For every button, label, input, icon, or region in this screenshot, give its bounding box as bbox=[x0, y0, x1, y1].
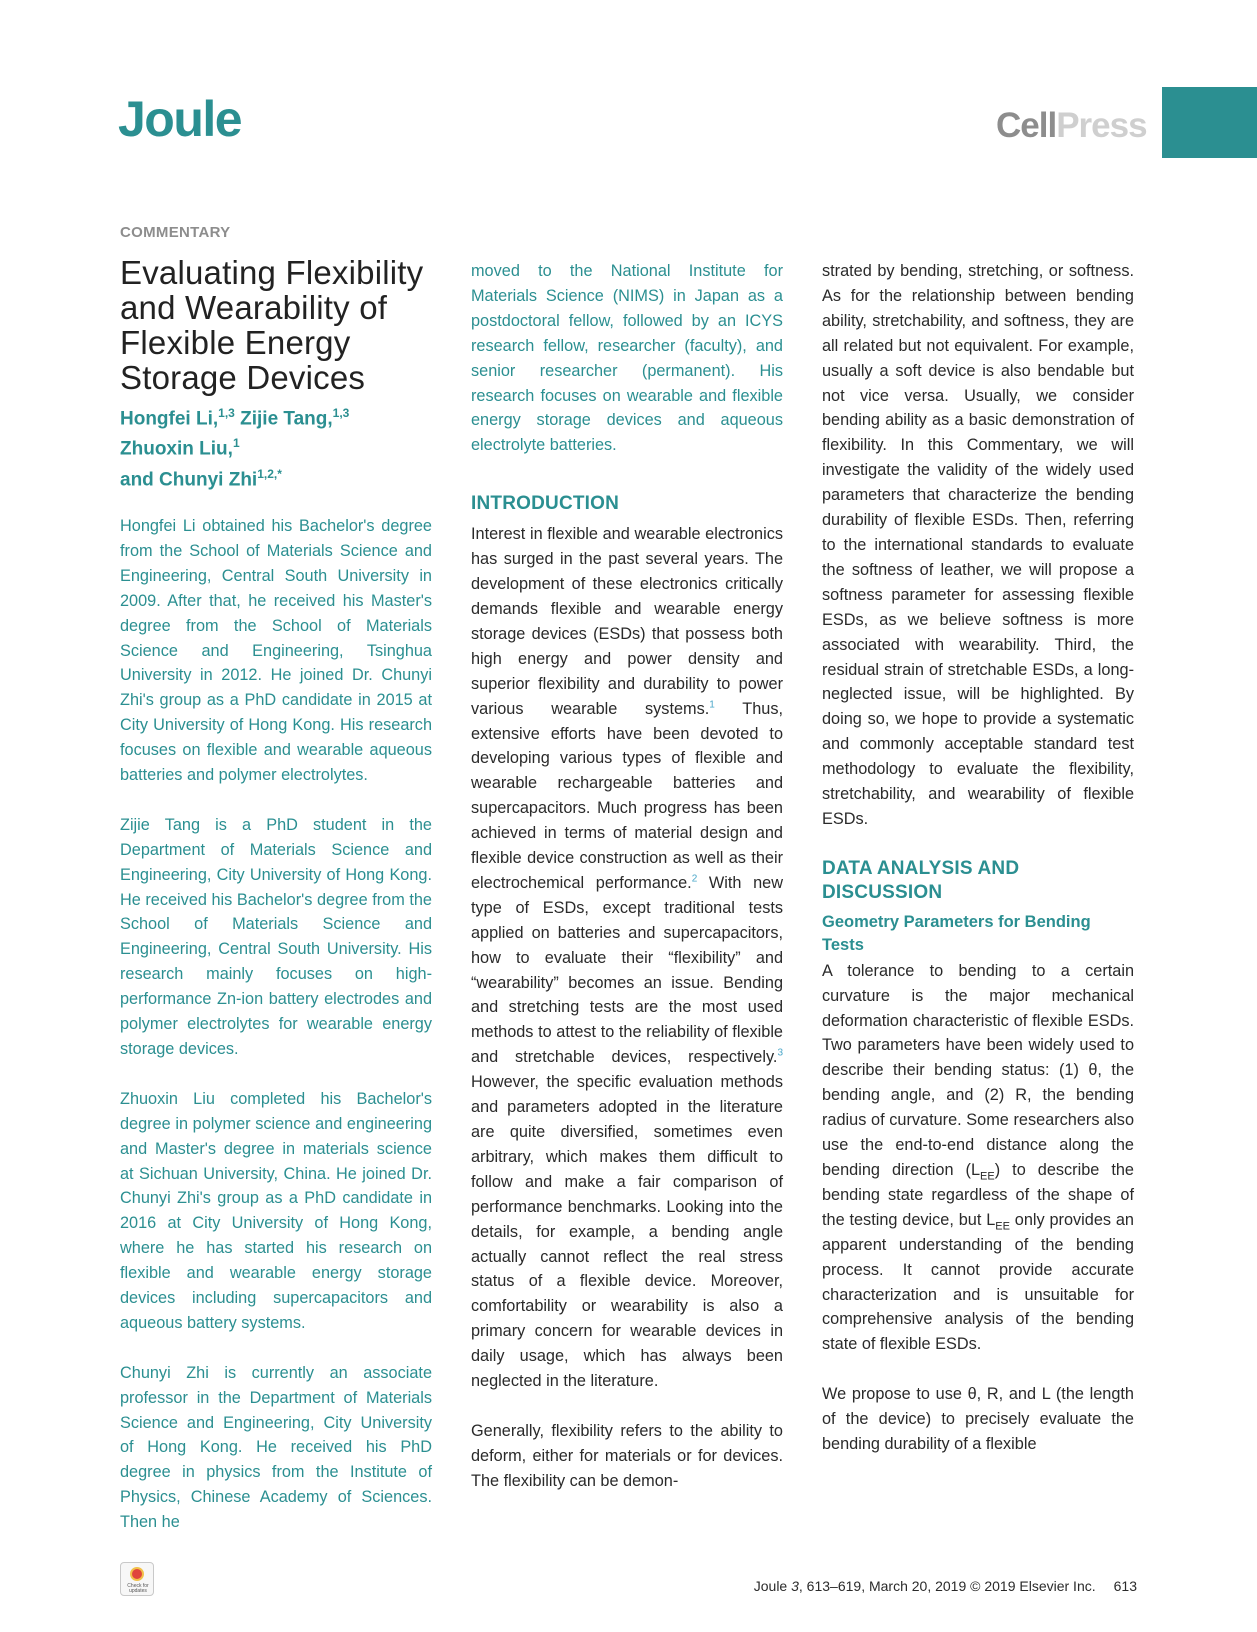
text-run: Interest in flexible and wearable electronics has surged in the past several years. The development of these electronics critically demands flexible and wearable energy storage devices (ESDs) that possess both high energy and power density and superior flexibility and durability to power various wearable systems. bbox=[471, 525, 783, 718]
reference-link[interactable]: 2 bbox=[691, 873, 698, 885]
geometry-subheading bbox=[822, 911, 1134, 957]
footer-volume: 3 bbox=[791, 1578, 799, 1594]
footer-journal: Joule bbox=[753, 1578, 792, 1594]
bio-chunyi-zhi-start: Chunyi Zhi is currently an associate professor in the Department of Materials Science and Engineering, City University of Hong Kong. He received his PhD degree in physics from the Institute of Physics, Chinese Academy of Sciences. Then he bbox=[120, 1363, 432, 1532]
publisher-logo bbox=[996, 106, 1147, 146]
page-number: 613 bbox=[1113, 1578, 1137, 1594]
bio-zhuoxin-liu: Zhuoxin Liu completed his Bachelor's degree in polymer science and engineering and Master's degree in materials science at Sichuan University, China. He joined Dr. Chunyi Zhi's group as a PhD candidate in 2016 at City University of Hong Kong, where he has started his research on flexible and wearable energy storage devices including supercapacitors and aqueous battery systems. bbox=[120, 1089, 432, 1332]
reference-link[interactable]: 3 bbox=[777, 1047, 783, 1059]
publisher-logo-press: Press bbox=[1056, 106, 1147, 145]
analysis-heading bbox=[822, 857, 1134, 905]
author-affiliation: 1,2,* bbox=[257, 466, 282, 481]
bending-parameters-paragraph bbox=[822, 959, 1134, 1358]
text-run: A tolerance to bending to a certain curvature is the major mechanical deformation characteristic of flexible ESDs. Two parameters have been widely used to describe their bending status: (1) θ, the bending angle, and (2) R, the bending radius of curvature. Some researchers also use the end-to-end distance along the bending direction (L bbox=[822, 961, 1134, 1179]
heading-line: DISCUSSION bbox=[822, 881, 943, 903]
subheading-line: Tests bbox=[822, 935, 864, 954]
bio-zijie-tang: Zijie Tang is a PhD student in the Department of Materials Science and Engineering, City University of Hong Kong. He received his Bachelor's degree from the School of Materials Science and Engineering, Central South University. His research mainly focuses on high-performance Zn-ion battery electrodes and polymer electrolytes for wearable energy storage devices. bbox=[120, 815, 432, 1058]
text-run: only provides an apparent understanding of the bending process. It cannot provide accurate characterization and is unsuitable for comprehensive analysis of the bending state of flexible ESDs. bbox=[822, 1210, 1134, 1354]
proposal-paragraph: We propose to use θ, R, and L (the length of the device) to precisely evaluate the bending durability of a flexible bbox=[822, 1385, 1134, 1453]
flexibility-paragraph-start: Generally, flexibility refers to the ability to deform, either for materials or for devices. The flexibility can be demon- bbox=[471, 1421, 783, 1490]
subscript: EE bbox=[980, 1170, 995, 1183]
author-name: and Chunyi Zhi bbox=[120, 468, 258, 490]
subscript: EE bbox=[995, 1220, 1010, 1233]
column-2 bbox=[471, 259, 783, 1494]
author-affiliation: 1,3 bbox=[218, 406, 235, 420]
author-affiliation: 1,3 bbox=[332, 406, 350, 420]
author-name: Hongfei Li, bbox=[120, 408, 219, 430]
section-label: COMMENTARY bbox=[120, 224, 231, 241]
article-title: Evaluating Flexibility and Wearability of Flexible Energy Storage Devices bbox=[120, 254, 424, 396]
journal-title: Joule bbox=[118, 91, 242, 147]
subheading-line: Geometry Parameters for Bending bbox=[822, 912, 1091, 931]
author-affiliation: 1 bbox=[232, 436, 240, 451]
text-run: With new type of ESDs, except traditional tests applied on batteries and supercapacitors, how to evaluate their “flexibility” and “wearability” becomes an issue. Bending and stretching tests are the most used methods to attest to the reliability of flexible and stretchable devices, respectively. bbox=[471, 873, 783, 1067]
text-run: Thus, extensive efforts have been devoted to developing various types of flexible and wearable rechargeable batteries and supercapacitors. Much progress has been achieved in terms of material design and flexible device construction as well as their electrochemical performance. bbox=[471, 699, 783, 892]
flexibility-paragraph-continued: strated by bending, stretching, or softness. As for the relationship between bending ability, stretchability, and softness, they are all related but not equivalent. For example, usually a soft device is also bendable but not vice versa. Usually, we consider bending ability as a basic demonstration of flexibility. In this Commentary, we will investigate the validity of the widely used parameters that characterize the bending durability of flexible ESDs. Then, referring to the international standards to evaluate the softness of leather, we will propose a softness parameter for assessing flexible ESDs, as we believe softness is more associated with wearability. Third, the residual strain of stretchable ESDs, a long-neglected issue, will be highlighted. By doing so, we hope to provide a systematic and commonly acceptable standard test methodology to evaluate the flexibility, stretchability, and wearability of flexible ESDs. bbox=[822, 262, 1134, 828]
column-3 bbox=[822, 259, 1134, 1457]
page-footer bbox=[754, 1578, 1137, 1594]
introduction-heading: INTRODUCTION bbox=[471, 493, 620, 515]
author-list bbox=[120, 401, 432, 492]
text-run: ) to describe the bending state regardless of the shape of the testing device, but L bbox=[822, 1160, 1134, 1229]
bio-chunyi-zhi-continued: moved to the National Institute for Materials Science (NIMS) in Japan as a postdoctoral fellow, followed by an ICYS research fellow, researcher (faculty), and senior researcher (permanent). His research focuses on wearable and flexible energy storage devices and aqueous electrolyte batteries. bbox=[471, 262, 783, 455]
text-run: However, the specific evaluation methods and parameters adopted in the literature are quite diversified, sometimes even arbitrary, which makes them difficult to follow and make a fair comparison of performance benchmarks. Looking into the details, for example, a bending angle actually cannot reflect the real stress status of a flexible device. Moreover, comfortability or wearability is also a primary concern for wearable devices in daily usage, which has always been neglected in the literature. bbox=[471, 1073, 783, 1391]
check-updates-label: Check for updates bbox=[127, 1583, 149, 1594]
publisher-logo-cell: Cell bbox=[996, 106, 1057, 145]
column-1 bbox=[120, 224, 432, 1535]
footer-citation: , 613–619, March 20, 2019 © 2019 Elsevier Inc. bbox=[798, 1578, 1096, 1594]
bio-hongfei-li: Hongfei Li obtained his Bachelor's degree from the School of Materials Science and Engineering, Central South University in 2009. After that, he received his Master's degree from the School of Materials Science and Engineering, Tsinghua University in 2012. He joined Dr. Chunyi Zhi's group as a PhD candidate in 2015 at City University of Hong Kong. His research focuses on flexible and wearable aqueous batteries and polymer electrolytes. bbox=[120, 516, 432, 785]
header-color-tab bbox=[1162, 87, 1257, 158]
author-name: Zhuoxin Liu, bbox=[120, 438, 233, 460]
check-for-updates-badge[interactable] bbox=[120, 1562, 154, 1596]
introduction-paragraph bbox=[471, 522, 783, 1394]
heading-line: DATA ANALYSIS AND bbox=[822, 857, 1020, 879]
reference-link[interactable]: 1 bbox=[709, 699, 715, 711]
author-name: Zijie Tang, bbox=[240, 408, 333, 430]
check-updates-icon bbox=[130, 1567, 144, 1581]
